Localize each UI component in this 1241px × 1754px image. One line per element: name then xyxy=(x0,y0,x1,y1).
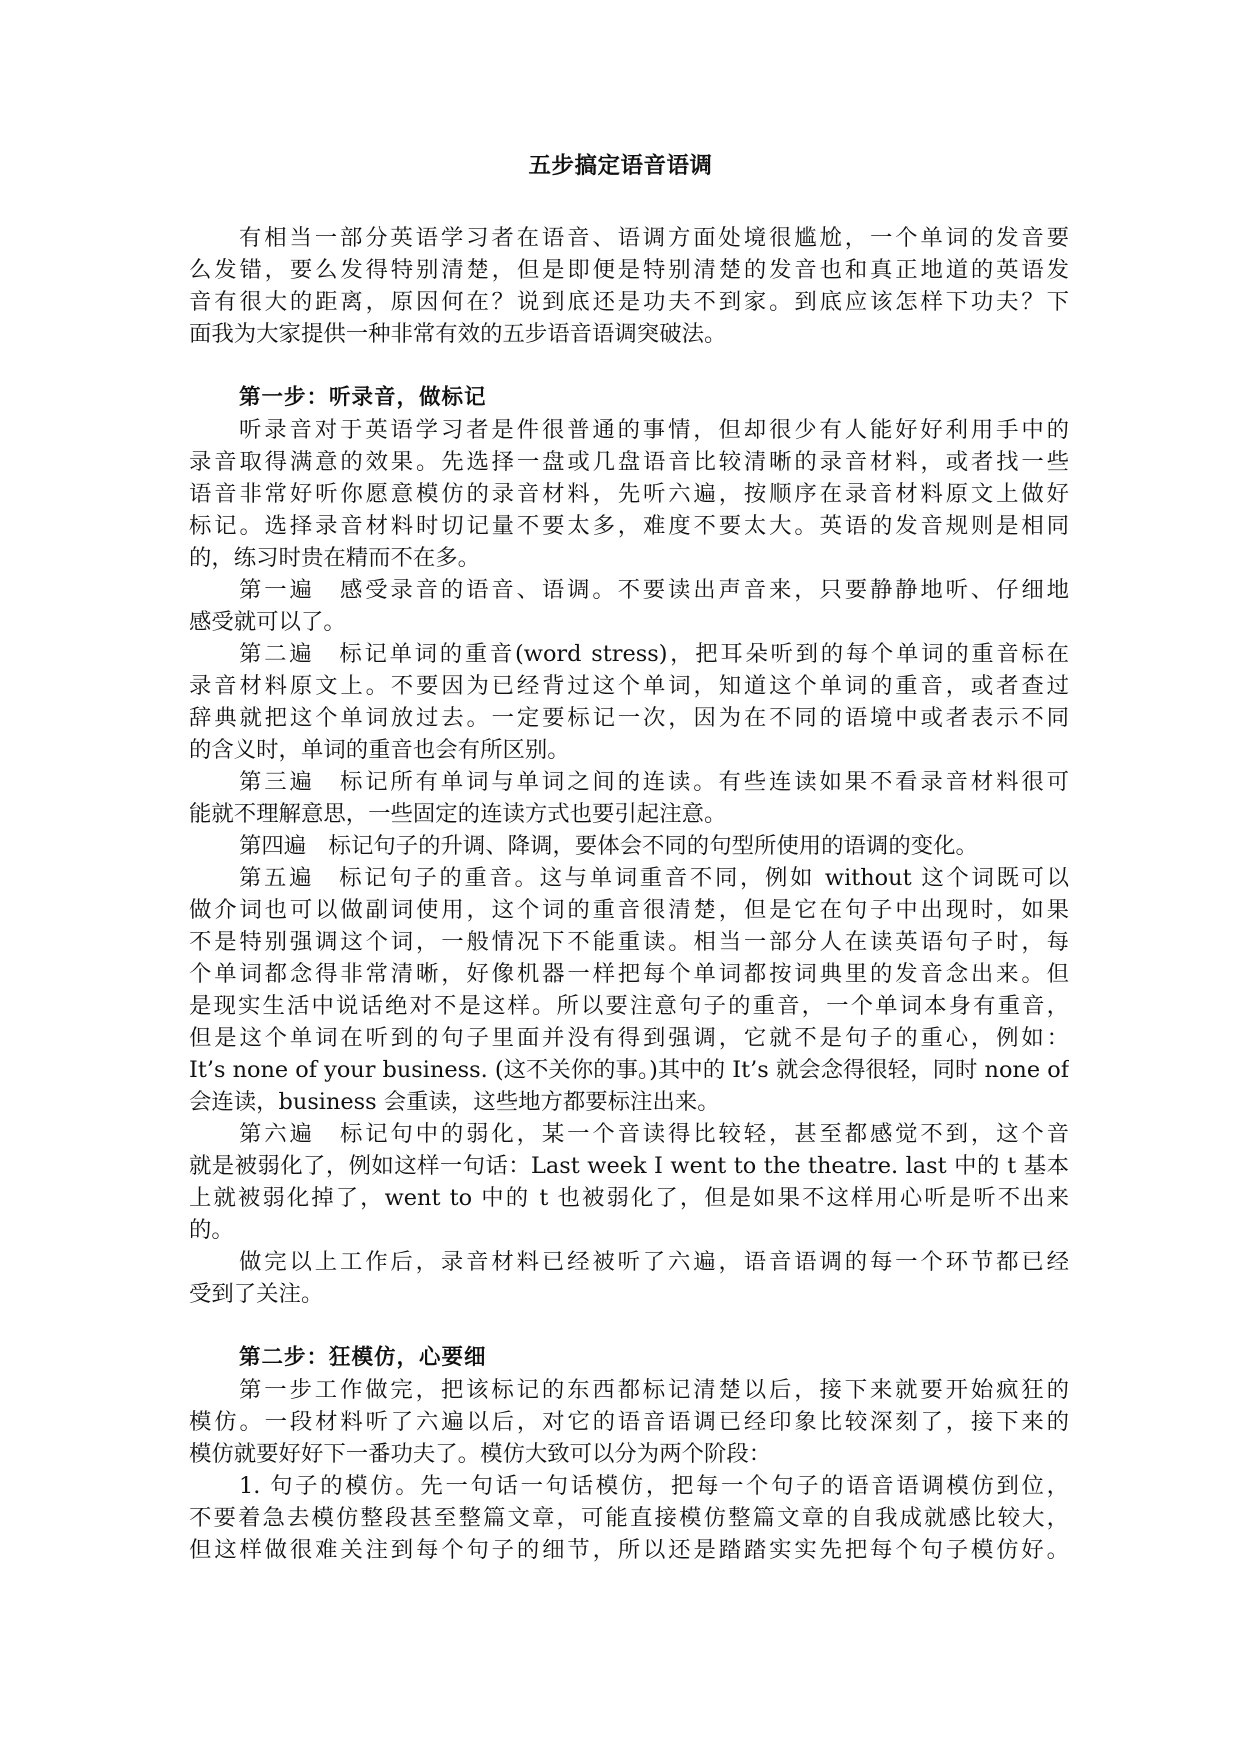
document-title: 五步搞定语音语调 xyxy=(528,153,713,179)
paragraph-line: 第六遍 标记句中的弱化，某一个音读得比较轻，甚至都感觉不到，这个音 xyxy=(239,1121,1069,1147)
paragraph-line: 标记。选择录音材料时切记量不要太多，难度不要太大。英语的发音规则是相同 xyxy=(189,513,1069,539)
paragraph-line: 模仿就要好好下一番功夫了。模仿大致可以分为两个阶段： xyxy=(189,1441,772,1467)
paragraph-line: 第一遍 感受录音的语音、语调。不要读出声音来，只要静静地听、仔细地 xyxy=(239,577,1069,603)
paragraph-line: It’s none of your business. (这不关你的事。)其中的 It’s 就会念得很轻，同时 none of xyxy=(189,1057,1069,1083)
paragraph-line: 辞典就把这个单词放过去。一定要标记一次，因为在不同的语境中或者表示不同 xyxy=(189,705,1069,731)
paragraph-line: 第二遍 标记单词的重音(word stress)，把耳朵听到的每个单词的重音标在 xyxy=(239,641,1069,667)
paragraph-line: 音有很大的距离，原因何在？说到底还是功夫不到家。到底应该怎样下功夫？下 xyxy=(189,289,1069,315)
paragraph-line: 受到了关注。 xyxy=(189,1281,324,1307)
paragraph-line: 听录音对于英语学习者是件很普通的事情，但却很少有人能好好利用手中的 xyxy=(239,417,1069,443)
paragraph-line: 的含义时，单词的重音也会有所区别。 xyxy=(189,737,570,763)
paragraph-line: 有相当一部分英语学习者在语音、语调方面处境很尴尬，一个单词的发音要 xyxy=(239,225,1069,251)
paragraph-line: 不要着急去模仿整段甚至整篇文章，可能直接模仿整篇文章的自我成就感比较大， xyxy=(189,1505,1069,1531)
paragraph-line: 上就被弱化掉了，went to 中的 t 也被弱化了，但是如果不这样用心听是听不出来 xyxy=(189,1185,1069,1211)
paragraph-line: 语音非常好听你愿意模仿的录音材料，先听六遍，按顺序在录音材料原文上做好 xyxy=(189,481,1069,507)
paragraph-line: 1. 句子的模仿。先一句话一句话模仿，把每一个句子的语音语调模仿到位， xyxy=(239,1473,1069,1499)
paragraph-line: 第五遍 标记句子的重音。这与单词重音不同，例如 without 这个词既可以 xyxy=(239,865,1069,891)
paragraph-line: 但这样做很难关注到每个句子的细节，所以还是踏踏实实先把每个句子模仿好。 xyxy=(189,1537,1069,1563)
paragraph-line: 第三遍 标记所有单词与单词之间的连读。有些连读如果不看录音材料很可 xyxy=(239,769,1069,795)
paragraph-line: 面我为大家提供一种非常有效的五步语音语调突破法。 xyxy=(189,321,727,347)
paragraph-line: 做完以上工作后，录音材料已经被听了六遍，语音语调的每一个环节都已经 xyxy=(239,1249,1069,1275)
paragraph-line: 但是这个单词在听到的句子里面并没有得到强调，它就不是句子的重心，例如： xyxy=(189,1025,1069,1051)
paragraph-line: 不是特别强调这个词，一般情况下不能重读。相当一部分人在读英语句子时，每 xyxy=(189,929,1069,955)
section-heading-step-2: 第二步：狂模仿，心要细 xyxy=(239,1345,487,1370)
paragraph-line: 个单词都念得非常清晰，好像机器一样把每个单词都按词典里的发音念出来。但 xyxy=(189,961,1069,987)
paragraph-line: 模仿。一段材料听了六遍以后，对它的语音语调已经印象比较深刻了，接下来的 xyxy=(189,1409,1069,1435)
paragraph-line: 么发错，要么发得特别清楚，但是即便是特别清楚的发音也和真正地道的英语发 xyxy=(189,257,1069,283)
paragraph-line: 的，练习时贵在精而不在多。 xyxy=(189,545,481,571)
paragraph-line: 会连读，business 会重读，这些地方都要标注出来。 xyxy=(189,1089,720,1115)
paragraph-line: 能就不理解意思，一些固定的连读方式也要引起注意。 xyxy=(189,801,727,827)
section-heading-step-1: 第一步：听录音，做标记 xyxy=(239,385,487,410)
paragraph-line: 感受就可以了。 xyxy=(189,609,346,635)
paragraph-line: 第四遍 标记句子的升调、降调，要体会不同的句型所使用的语调的变化。 xyxy=(239,833,978,859)
paragraph-line: 的。 xyxy=(189,1217,234,1243)
paragraph-line: 录音取得满意的效果。先选择一盘或几盘语音比较清晰的录音材料，或者找一些 xyxy=(189,449,1069,475)
paragraph-line: 是现实生活中说话绝对不是这样。所以要注意句子的重音，一个单词本身有重音， xyxy=(189,993,1069,1019)
paragraph-line: 录音材料原文上。不要因为已经背过这个单词，知道这个单词的重音，或者查过 xyxy=(189,673,1069,699)
paragraph-line: 第一步工作做完，把该标记的东西都标记清楚以后，接下来就要开始疯狂的 xyxy=(239,1377,1069,1403)
paragraph-line: 就是被弱化了，例如这样一句话：Last week I went to the theatre. last 中的 t 基本 xyxy=(189,1153,1069,1179)
paragraph-line: 做介词也可以做副词使用，这个词的重音很清楚，但是它在句子中出现时，如果 xyxy=(189,897,1069,923)
